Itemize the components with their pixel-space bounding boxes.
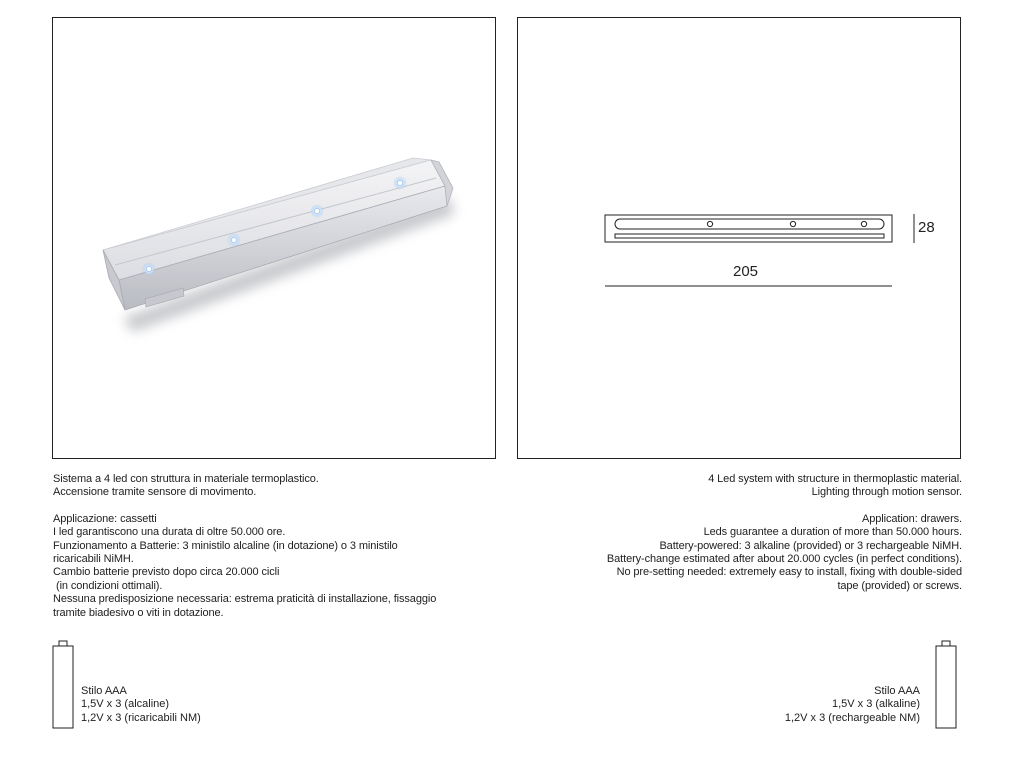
en-line: Lighting through motion sensor. [811,486,962,499]
battery-rechargeable: 1,2V x 3 (rechargeable NM) [784,711,920,724]
battery-type: Stilo AAA [81,685,127,697]
height-dimension-label: 28 [918,219,935,236]
led-hole [861,221,866,226]
it-line: I led garantiscono una durata di oltre 50.000 ore. [53,526,286,539]
technical-drawing [518,18,960,458]
en-line: Application: drawers. [861,512,962,525]
battery-type: Stilo AAA [874,685,920,697]
technical-drawing-frame [517,17,961,459]
it-line: Cambio batterie previsto dopo circa 20.000 cicli [53,566,280,579]
it-line: Funzionamento a Batterie: 3 ministilo alcaline (in dotazione) o 3 ministilo [53,539,398,552]
bar-led-channel [615,219,884,229]
it-line: (in condizioni ottimali). [56,579,163,592]
battery-icon [934,640,958,730]
english-description [522,473,962,593]
en-line: Leds guarantee a duration of more than 50.000 hours. [703,526,962,539]
battery-rechargeable: 1,2V x 3 (ricaricabili NM) [81,711,201,724]
led-hole [790,221,795,226]
product-photo-frame [52,17,496,459]
battery-alkaline: 1,5V x 3 (alcaline) [81,698,170,711]
english-battery-spec [785,685,920,725]
it-line: ricaricabili NiMH. [53,553,134,566]
battery-icon [51,640,75,730]
en-line: tape (provided) or screws. [837,579,962,592]
en-line: Battery-powered: 3 alkaline (provided) or 3 rechargeable NiMH. [659,539,962,552]
en-line: No pre-setting needed: extremely easy to install, fixing with double-sided [616,566,962,579]
battery-alkaline: 1,5V x 3 (alkaline) [831,698,920,711]
italian-battery-spec [81,685,201,725]
led-bar-photo [53,18,495,458]
it-line: Applicazione: cassetti [53,512,157,525]
it-line: Nessuna predisposizione necessaria: estrema praticità di installazione, fissaggio [53,593,437,606]
it-line: tramite biadesivo o viti in dotazione. [53,606,224,619]
en-line: 4 Led system with structure in thermoplastic material. [708,473,962,485]
it-line: Sistema a 4 led con struttura in materiale termoplastico. [53,473,319,485]
italian-description [53,473,513,620]
led-hole [707,221,712,226]
it-line: Accensione tramite sensore di movimento. [53,486,257,499]
bar-bottom-rail [615,234,884,238]
en-line: Battery-change estimated after about 20.000 cycles (in perfect conditions). [606,553,962,566]
width-dimension-label: 205 [733,263,759,280]
